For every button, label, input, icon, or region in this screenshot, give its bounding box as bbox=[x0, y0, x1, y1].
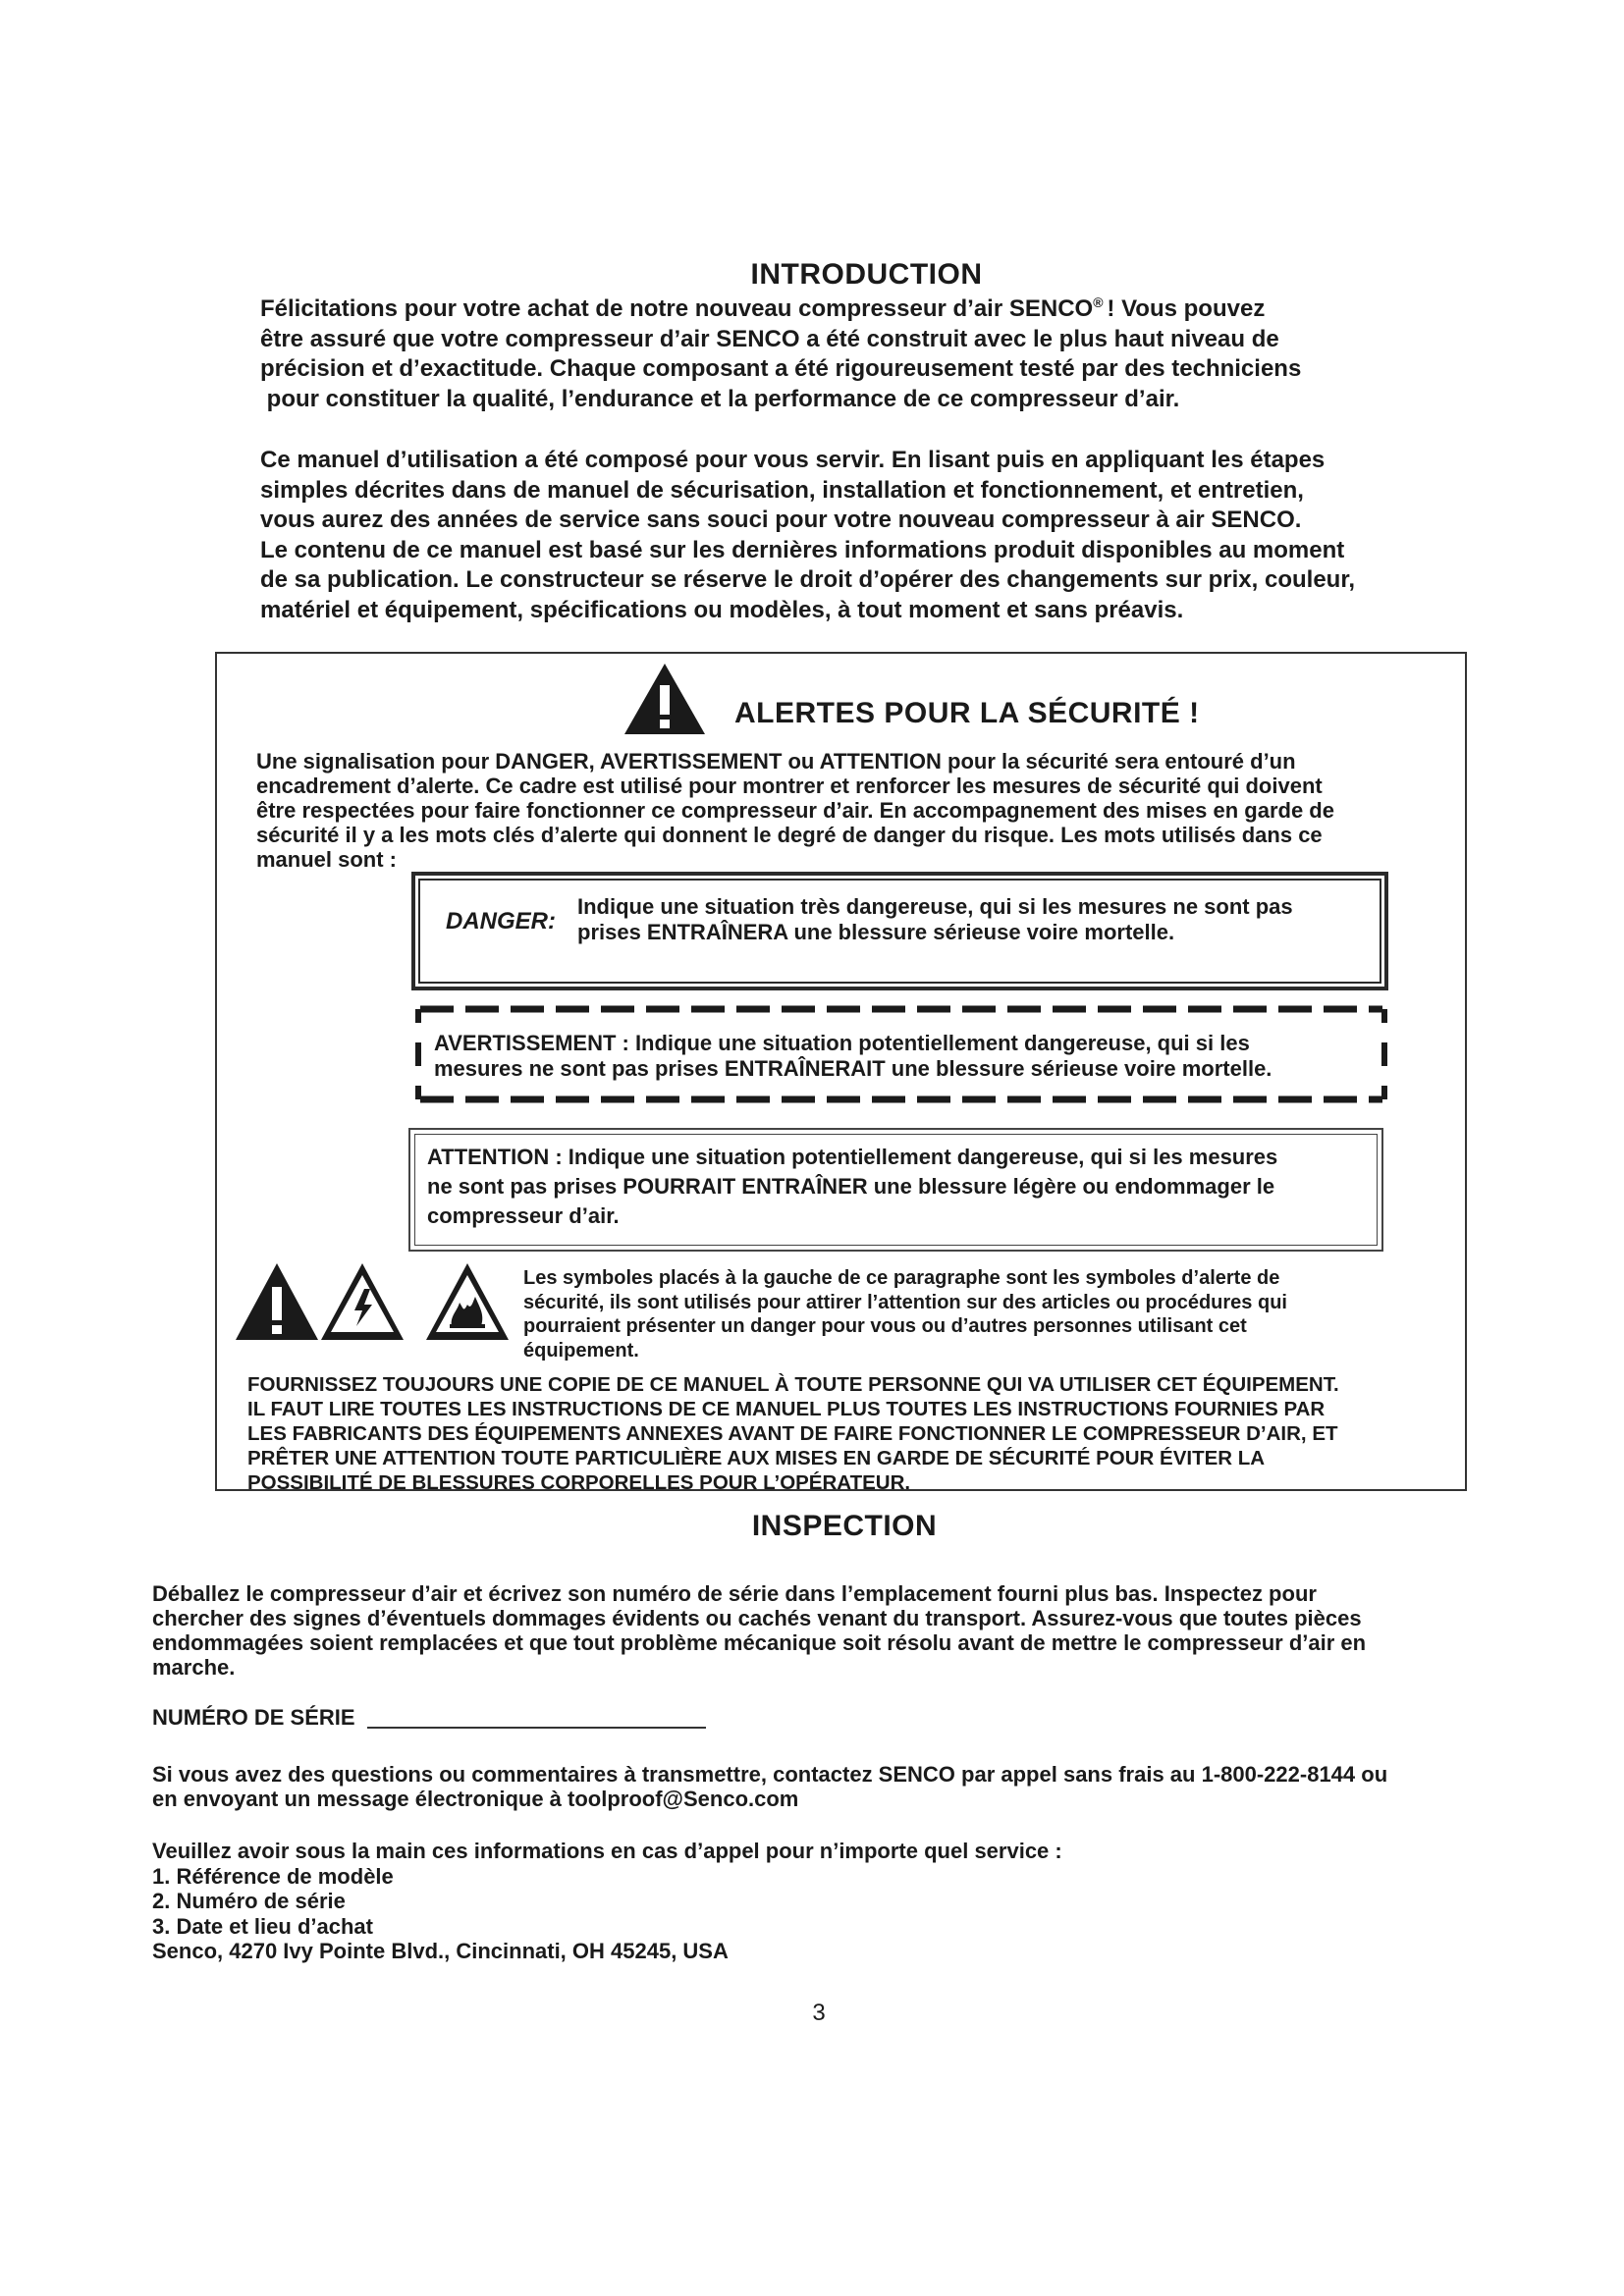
safety-intro-line: manuel sont : bbox=[256, 847, 398, 872]
inspection-line: Déballez le compresseur d’air et écrivez son numéro de série dans l’emplacement fourni plus bas. Inspectez pour bbox=[152, 1581, 1317, 1606]
fire-hazard-icon bbox=[424, 1261, 511, 1342]
safety-title-warning-icon bbox=[623, 662, 707, 736]
notice-line: PRÊTER UNE ATTENTION TOUTE PARTICULIÈRE AUX MISES EN GARDE DE SÉCURITÉ POUR ÉVITER LA bbox=[247, 1447, 1266, 1469]
symbols-text-line: pourraient présenter un danger pour vous ou d’autres personnes utilisant cet bbox=[523, 1315, 1247, 1337]
list-item: Senco, 4270 Ivy Pointe Blvd., Cincinnati, OH 45245, USA bbox=[152, 1939, 729, 1963]
list-item: Veuillez avoir sous la main ces informations en cas d’appel pour n’importe quel service : bbox=[152, 1839, 1062, 1863]
safety-title: ALERTES POUR LA SÉCURITÉ ! bbox=[734, 697, 1200, 729]
danger-box bbox=[411, 872, 1388, 990]
safety-intro-line: encadrement d’alerte. Ce cadre est utilisé pour montrer et renforcer les mesures de sécurité qui doivent bbox=[256, 774, 1323, 798]
symbols-text-line: Les symboles placés à la gauche de ce paragraphe sont les symboles d’alerte de bbox=[523, 1267, 1280, 1289]
serial-number-label: NUMÉRO DE SÉRIE bbox=[152, 1705, 355, 1730]
page-number: 3 bbox=[812, 2000, 826, 2026]
contact-line: en envoyant un message électronique à toolproof@Senco.com bbox=[152, 1787, 799, 1811]
notice-line: LES FABRICANTS DES ÉQUIPEMENTS ANNEXES AVANT DE FAIRE FONCTIONNER LE COMPRESSEUR D’AIR, ET bbox=[247, 1422, 1338, 1445]
safety-intro-line: être respectées pour faire fonctionner ce compresseur d’air. En accompagnement des mises en garde de bbox=[256, 798, 1334, 823]
symbols-text-line: sécurité, ils sont utilisés pour attirer l’attention sur des articles ou procédures qui bbox=[523, 1291, 1287, 1313]
intro-line: matériel et équipement, spécifications ou modèles, à tout moment et sans préavis. bbox=[260, 596, 1184, 623]
danger-text-line: prises ENTRAÎNERA une blessure sérieuse voire mortelle. bbox=[577, 920, 1175, 944]
introduction-paragraph-1 bbox=[260, 294, 1478, 414]
inspection-paragraph bbox=[152, 1581, 1366, 1680]
contact-line: Si vous avez des questions ou commentaires à transmettre, contactez SENCO par appel sans frais au 1-800-222-8144 ou bbox=[152, 1762, 1388, 1787]
intro-line: de sa publication. Le constructeur se réserve le droit d’opérer des changements sur prix, couleur, bbox=[260, 566, 1356, 593]
symbols-text-line: équipement. bbox=[523, 1339, 639, 1362]
intro-line: Le contenu de ce manuel est basé sur les dernières informations produit disponibles au moment bbox=[260, 536, 1345, 563]
introduction-paragraph-2 bbox=[260, 446, 1478, 625]
intro-line: vous aurez des années de service sans souci pour votre nouveau compresseur à air SENCO. bbox=[260, 507, 1302, 533]
safety-intro-line: Une signalisation pour DANGER, AVERTISSEMENT ou ATTENTION pour la sécurité sera entouré d’un bbox=[256, 749, 1296, 774]
electric-shock-icon bbox=[319, 1261, 406, 1342]
danger-text bbox=[577, 894, 1293, 945]
caution-text-line: ne sont pas prises POURRAIT ENTRAÎNER une blessure légère ou endommager le bbox=[427, 1174, 1275, 1199]
list-item: 3. Date et lieu d’achat bbox=[152, 1913, 373, 1939]
safety-intro-line: sécurité il y a les mots clés d’alerte qui donnent le degré de danger du risque. Les mots utilisés dans ce bbox=[256, 823, 1323, 847]
list-item: 1. Référence de modèle bbox=[152, 1863, 394, 1889]
intro-line: Félicitations pour votre achat de notre nouveau compresseur d’air SENCO bbox=[260, 295, 1094, 322]
inspection-line: chercher des signes d’éventuels dommages évidents ou cachés venant du transport. Assurez-vous que toutes pièces bbox=[152, 1606, 1362, 1630]
caution-text-line: ATTENTION : Indique une situation potentiellement dangereuse, qui si les mesures bbox=[427, 1145, 1278, 1169]
warning-text bbox=[434, 1031, 1272, 1082]
inspection-title: INSPECTION bbox=[751, 1510, 938, 1542]
inspection-line: endommagées soient remplacées et que tout problème mécanique soit résolu avant de mettre le compresseur d’air en bbox=[152, 1630, 1367, 1655]
intro-line: précision et d’exactitude. Chaque composant a été rigoureusement testé par des techniciens bbox=[260, 355, 1302, 382]
intro-line: simples décrites dans de manuel de sécurisation, installation et fonctionnement, et entretien, bbox=[260, 476, 1304, 504]
intro-line: Ce manuel d’utilisation a été composé pour vous servir. En lisant puis en appliquant les étapes bbox=[260, 447, 1326, 473]
introduction-title: INTRODUCTION bbox=[750, 258, 983, 291]
caution-text-line: compresseur d’air. bbox=[427, 1203, 620, 1228]
danger-label: DANGER: bbox=[446, 908, 556, 934]
registered-mark: ® bbox=[1093, 294, 1108, 310]
contact-paragraph bbox=[152, 1762, 1387, 1811]
serial-number-field bbox=[152, 1705, 706, 1730]
notice-line: IL FAUT LIRE TOUTES LES INSTRUCTIONS DE CE MANUEL PLUS TOUTES LES INSTRUCTIONS FOURNIES PAR bbox=[247, 1398, 1326, 1420]
notice-line: POSSIBILITÉ DE BLESSURES CORPORELLES POUR L’OPÉRATEUR. bbox=[247, 1471, 911, 1494]
warning-text-line: mesures ne sont pas prises ENTRAÎNERAIT une blessure sérieuse voire mortelle. bbox=[434, 1056, 1272, 1081]
symbols-explanation bbox=[523, 1266, 1287, 1362]
safety-intro-paragraph bbox=[256, 749, 1454, 872]
service-info-list bbox=[152, 1839, 1062, 1964]
caution-box bbox=[408, 1128, 1383, 1252]
list-item: 2. Numéro de série bbox=[152, 1889, 346, 1913]
intro-line: pour constituer la qualité, l’endurance et la performance de ce compresseur d’air. bbox=[260, 385, 1180, 412]
general-warning-icon bbox=[234, 1261, 320, 1342]
safety-notice bbox=[247, 1372, 1339, 1495]
danger-text-line: Indique une situation très dangereuse, qui si les mesures ne sont pas bbox=[577, 894, 1293, 919]
notice-line: FOURNISSEZ TOUJOURS UNE COPIE DE CE MANUEL À TOUTE PERSONNE QUI VA UTILISER CET ÉQUIPEMENT. bbox=[247, 1373, 1339, 1396]
warning-text-line: AVERTISSEMENT : Indique une situation potentiellement dangereuse, qui si les bbox=[434, 1031, 1250, 1055]
intro-line: ! Vous pouvez bbox=[1107, 295, 1266, 322]
inspection-line: marche. bbox=[152, 1655, 236, 1680]
intro-line: être assuré que votre compresseur d’air SENCO a été construit avec le plus haut niveau de bbox=[260, 325, 1279, 352]
serial-number-blank bbox=[367, 1727, 706, 1729]
